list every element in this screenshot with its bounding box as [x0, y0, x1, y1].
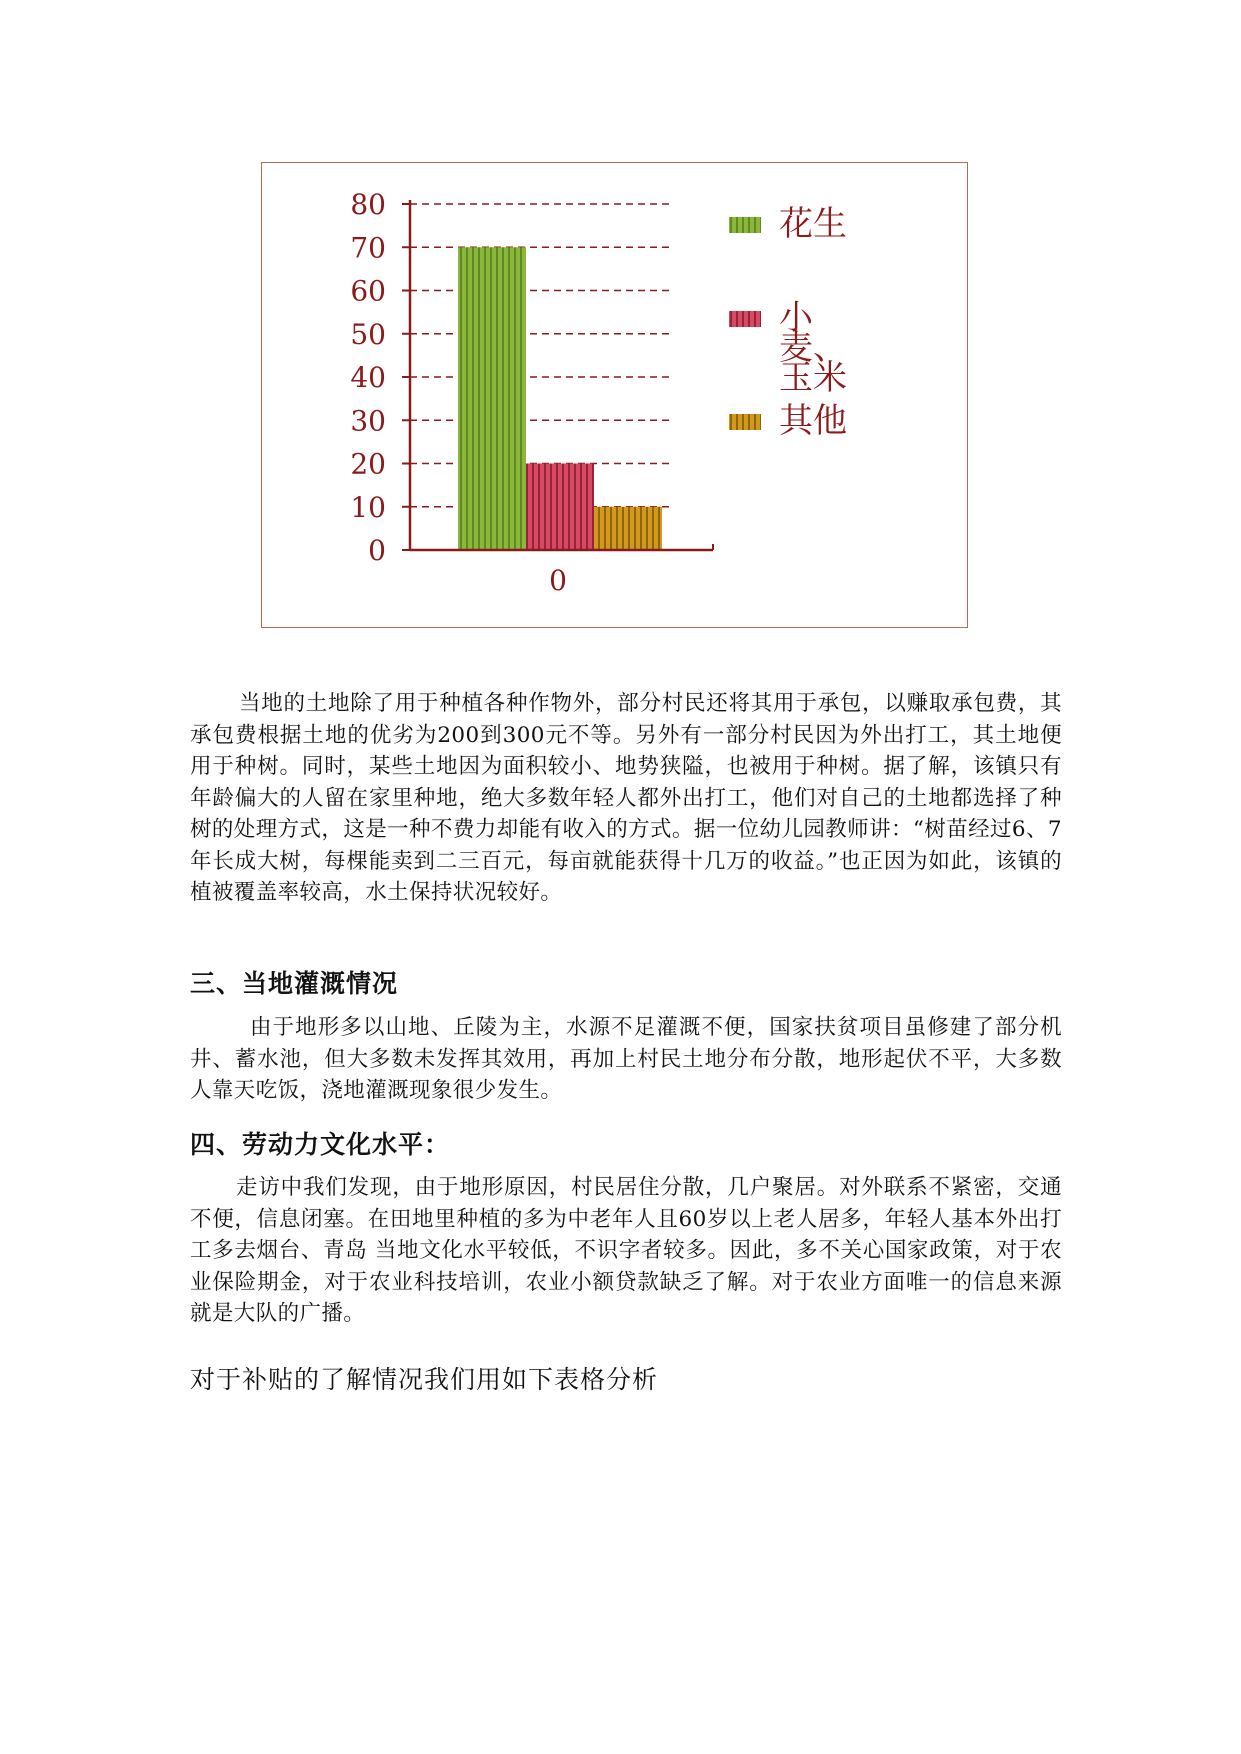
- section-heading-irrigation: 三、当地灌溉情况: [190, 969, 399, 998]
- y-tick-label: 80: [350, 188, 386, 221]
- legend-label: [779, 298, 847, 398]
- section-heading-labor-education: 四、劳动力文化水平：: [190, 1130, 451, 1159]
- chart-svg: [262, 163, 969, 629]
- bar: [458, 247, 526, 550]
- y-tick-label: 40: [350, 361, 386, 394]
- legend-label-line: 玉米: [779, 358, 847, 398]
- paragraph-irrigation: 由于地形多以山地、丘陵为主，水源不足灌溉不便，国家扶贫项目虽修建了部分机井、蓄水池，但大多数未发挥其效用，再加上村民土地分布分散，地形起伏不平，大多数人靠天吃饭，浇地灌溉现象很少发生。: [190, 1015, 1062, 1103]
- x-tick-label: 0: [549, 564, 567, 597]
- legend-label-line: 花生: [779, 204, 847, 244]
- legend-label-line: 麦、: [779, 328, 847, 368]
- paragraph-land-use: 当地的土地除了用于种植各种作物外，部分村民还将其用于承包，以赚取承包费，其承包费根据土地的优劣为200到300元不等。另外有一部分村民因为外出打工，其土地便用于种树。同时，某些土地因为面积较小、地势狭隘，也被用于种树。据了解，该镇只有年龄偏大的人留在家里种地，绝大多数年轻人都外出打工，他们对自己的土地都选择了种树的处理方式，这是一种不费力却能有收入的方式。据一位幼儿园教师讲：“树苗经过6、7年长成大树，每棵能卖到二三百元，每亩就能获得十几万的收益。”也正因为如此，该镇的植被覆盖率较高，水土保持状况较好。: [190, 691, 1062, 905]
- y-tick-label: 30: [350, 404, 386, 438]
- y-tick-label: 50: [350, 317, 386, 351]
- legend-swatch: [729, 311, 761, 327]
- closing-sentence: 对于补贴的了解情况我们用如下表格分析: [190, 1365, 659, 1394]
- bar-chart: [261, 162, 968, 628]
- legend-swatch: [729, 217, 761, 233]
- y-tick-label: 70: [350, 231, 386, 265]
- y-tick-label: 0: [368, 534, 386, 567]
- legend-label: [779, 204, 847, 244]
- legend-label: [779, 401, 847, 441]
- y-tick-label: 10: [350, 490, 386, 524]
- legend-swatch: [729, 414, 761, 430]
- legend-label-line: 小: [779, 298, 813, 338]
- legend-label-line: 其他: [779, 401, 847, 441]
- paragraph-labor-education: 走访中我们发现，由于地形原因，村民居住分散，几户聚居。对外联系不紧密，交通不便，信息闭塞。在田地里种植的多为中老年人且60岁以上老人居多，年轻人基本外出打工多去烟台、青岛 当地文化水平较低，不识字者较多。因此，多不关心国家政策，对于农业保险期金，对于农业科技培训，农业小额贷款缺乏了解。对于农业方面唯一的信息来源就是大队的广播。: [190, 1175, 1062, 1326]
- y-tick-label: 60: [350, 274, 386, 308]
- bar: [594, 507, 662, 550]
- bar: [526, 464, 594, 551]
- y-tick-label: 20: [350, 447, 386, 481]
